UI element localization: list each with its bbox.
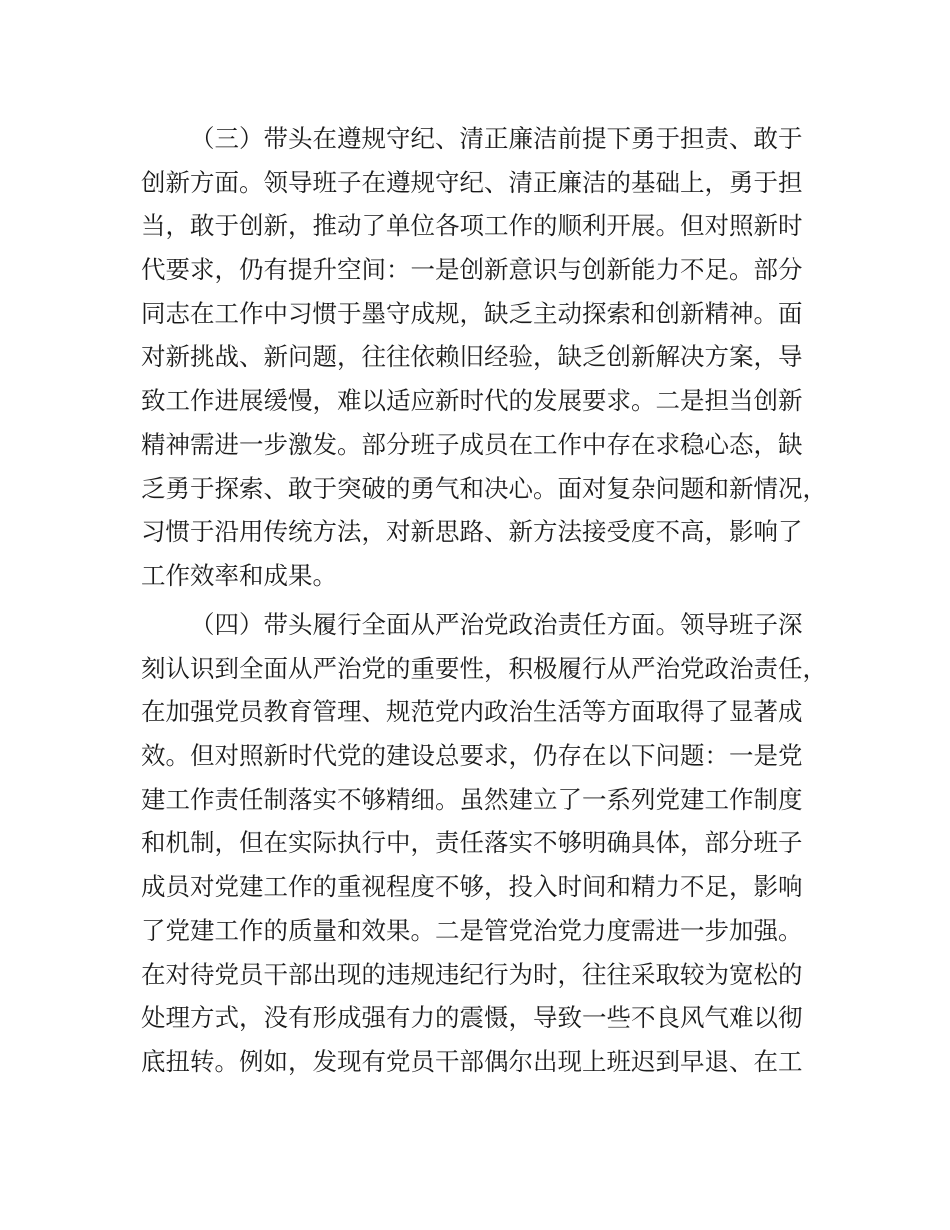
paragraph-line: 精神需进一步激发。部分班子成员在工作中存在求稳心态，缺 xyxy=(141,429,803,459)
paragraph-section-three xyxy=(141,117,841,598)
paragraph-section-four xyxy=(141,603,841,1084)
paragraph-line: 和机制，但在实际执行中，责任落实不够明确具体，部分班子 xyxy=(141,828,803,858)
paragraph-line: 同志在工作中习惯于墨守成规，缺乏主动探索和创新精神。面 xyxy=(141,298,803,328)
paragraph-line: 致工作进展缓慢，难以适应新时代的发展要求。二是担当创新 xyxy=(141,386,803,416)
paragraph-line: 在加强党员教育管理、规范党内政治生活等方面取得了显著成 xyxy=(141,697,803,727)
paragraph-line: 在对待党员干部出现的违规违纪行为时，往往采取较为宽松的 xyxy=(141,959,803,989)
paragraph-line: 建工作责任制落实不够精细。虽然建立了一系列党建工作制度 xyxy=(141,784,803,814)
paragraph-line: 工作效率和成果。 xyxy=(141,560,337,590)
paragraph-line: 对新挑战、新问题，往往依赖旧经验，缺乏创新解决方案，导 xyxy=(141,342,803,372)
paragraph-line: 成员对党建工作的重视程度不够，投入时间和精力不足，影响 xyxy=(141,872,803,902)
paragraph-line: 底扭转。例如，发现有党员干部偶尔出现上班迟到早退、在工 xyxy=(141,1046,803,1076)
paragraph-line: 习惯于沿用传统方法，对新思路、新方法接受度不高，影响了 xyxy=(141,517,803,547)
paragraph-line: （三）带头在遵规守纪、清正廉洁前提下勇于担责、敢于 xyxy=(190,124,803,153)
paragraph-line: 效。但对照新时代党的建设总要求，仍存在以下问题：一是党 xyxy=(141,741,803,771)
paragraph-line: 当，敢于创新，推动了单位各项工作的顺利开展。但对照新时 xyxy=(141,211,803,241)
paragraph-line: （四）带头履行全面从严治党政治责任方面。领导班子深 xyxy=(190,610,803,639)
paragraph-line: 乏勇于探索、敢于突破的勇气和决心。面对复杂问题和新情况， xyxy=(141,473,827,503)
paragraph-line: 处理方式，没有形成强有力的震慑，导致一些不良风气难以彻 xyxy=(141,1003,803,1033)
paragraph-line: 了党建工作的质量和效果。二是管党治党力度需进一步加强。 xyxy=(141,915,803,945)
paragraph-line: 刻认识到全面从严治党的重要性，积极履行从严治党政治责任， xyxy=(141,653,827,683)
paragraph-line: 代要求，仍有提升空间：一是创新意识与创新能力不足。部分 xyxy=(141,255,803,285)
paragraph-line: 创新方面。领导班子在遵规守纪、清正廉洁的基础上，勇于担 xyxy=(141,167,803,197)
